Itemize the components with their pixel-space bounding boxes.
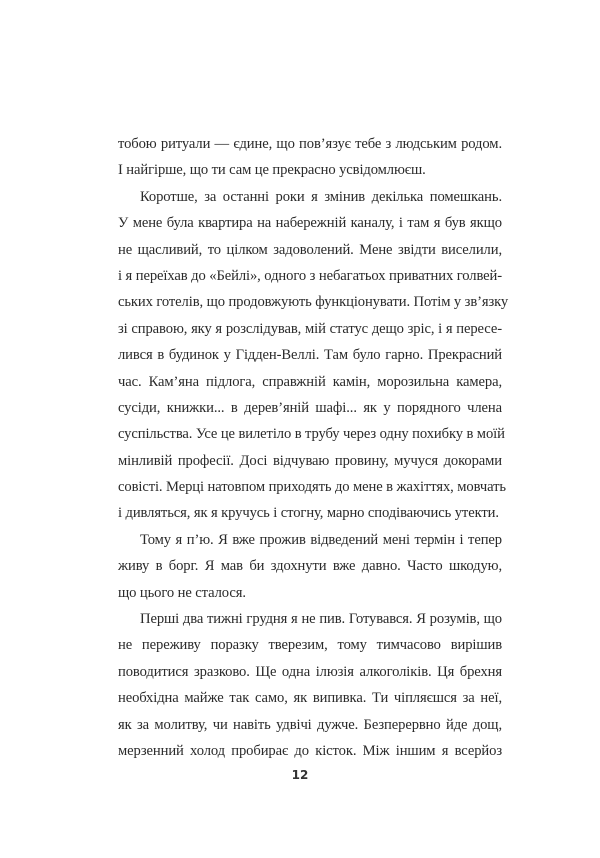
body-text: [118, 131, 509, 764]
text-line: тобою ритуали — єдине, що пов’язує тебе з людським родом.: [118, 136, 502, 152]
text-line: ських готелів, що продовжують функціонувати. Потім у зв’язку: [118, 294, 509, 311]
text-line: живу в борг. Я мав би здохнути вже давно. Часто шкодую,: [118, 558, 502, 575]
text-line: Тому я п’ю. Я вже прожив відведений мені термін і тепер: [140, 531, 502, 548]
text-line: І найгірше, що ти сам це прекрасно усвідомлюєш.: [118, 162, 426, 179]
text-line: як за молитву, чи навіть удвічі дужче. Безперервно йде дощ,: [118, 716, 502, 733]
text-line: Перші два тижні грудня я не пив. Готувався. Я розумів, що: [140, 611, 502, 628]
page-number: 12: [291, 768, 309, 782]
text-line: час. Кам’яна підлога, справжній камін, морозильна камера,: [118, 373, 502, 390]
text-line: У мене була квартира на набережній каналу, і там я був якщо: [118, 215, 502, 232]
text-line: поводитися зразково. Ще одна ілюзія алкоголіків. Ця брехня: [118, 663, 502, 680]
text-line: необхідна майже так само, як випивка. Ти чіпляєшся за неї,: [118, 690, 502, 707]
text-line: мінливій професії. Досі відчуваю провину, мучуся докорами: [118, 452, 502, 469]
text-line: і я переїхав до «Бейлі», одного з небагатьох приватних голвей-: [118, 267, 502, 284]
text-line: Коротше, за останні роки я змінив декілька помешкань.: [140, 188, 502, 205]
text-line: суспільства. Усе це вилетіло в трубу через одну похибку в моїй: [118, 426, 505, 443]
text-line: совісті. Мерці натовпом приходять до мене в жахіттях, мовчать: [118, 479, 506, 496]
text-line: не щасливий, то цілком задоволений. Мене звідти виселили,: [118, 241, 502, 258]
text-line: зі справою, яку я розслідував, мій статус дещо зріс, і я пересе-: [118, 320, 502, 337]
text-line: лився в будинок у Гідден-Веллі. Там було гарно. Прекрасний: [118, 347, 502, 364]
text-line: не переживу поразку тверезим, тому тимчасово вирішив: [118, 637, 502, 654]
text-line: сусіди, книжки... в дерев’яній шафі... як у порядного члена: [118, 399, 502, 416]
text-line: що цього не сталося.: [118, 584, 246, 601]
text-line: мерзенний холод пробирає до кісток. Між іншим я всерйоз: [118, 742, 502, 759]
text-line: і дивляться, як я кручусь і стогну, марно сподіваючись утекти.: [118, 505, 499, 522]
